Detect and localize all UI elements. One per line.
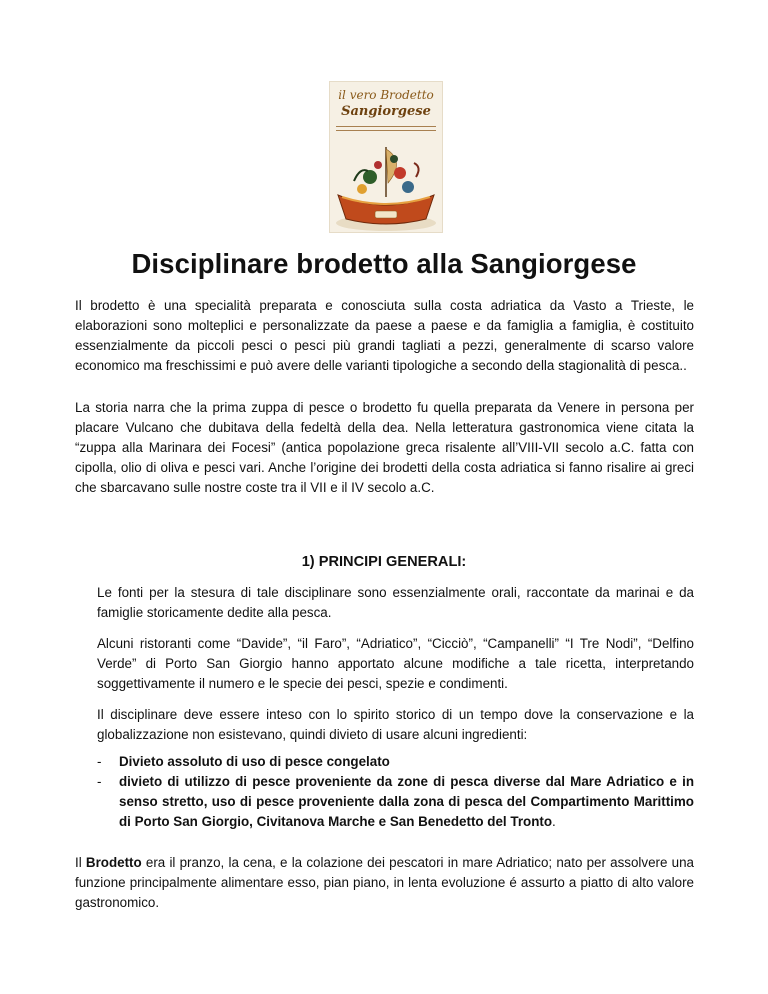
list-item xyxy=(97,772,694,832)
closing-paragraph xyxy=(75,853,694,913)
closing-rest: era il pranzo, la cena, e la colazione dei pescatori in mare Adriatico; nato per assolvere una funzione principalmente alimentare esso, pian piano, in lenta evoluzione é assurto a piatto di alto valore gastronomico. xyxy=(75,855,694,910)
closing-bold: Brodetto xyxy=(85,855,142,870)
boat-illustration-icon xyxy=(330,137,442,232)
prohibitions-list xyxy=(97,752,694,832)
logo-rule xyxy=(336,126,436,131)
bullet-dash: - xyxy=(97,754,102,769)
spirit-paragraph: Il disciplinare deve essere inteso con lo spirito storico di un tempo dove la conservazione e la globalizzazione non esistevano, quindi divieto di usare alcuni ingredienti: xyxy=(97,707,694,742)
section-heading: 1) PRINCIPI GENERALI: xyxy=(301,554,467,570)
list-item-text: Divieto assoluto di uso di pesce congelato xyxy=(119,754,390,769)
list-item-tail: . xyxy=(552,814,556,829)
list-item-text: divieto di utilizzo di pesce proveniente da zone di pesca diverse dal Mare Adriatico e in senso stretto, uso di pesce proveniente dalla zona di pesca del Compartimento Marittimo di Porto San Giorgio, Civitanova Marche e San Benedetto del Tronto xyxy=(119,774,694,829)
intro-paragraph: Il brodetto è una specialità preparata e conosciuta sulla costa adriatica da Vasto a Trieste, le elaborazioni sono molteplici e personalizzate da paese a paese e da famiglia a famiglia, è costituito essenzialmente da piccoli pesci o pesci più grandi tagliati a pezzi, generalmente di scarso valore economico ma freschissimi e può avere delle varianti tipologiche a secondo della stagionalità di pesca.. xyxy=(75,298,694,373)
logo-line1: il vero Brodetto xyxy=(338,88,434,102)
list-item xyxy=(97,752,694,772)
page-title: Disciplinare brodetto alla Sangiorgese xyxy=(131,248,637,279)
closing-lead: Il xyxy=(75,855,86,870)
brodetto-logo xyxy=(329,81,443,233)
sources-paragraph: Le fonti per la stesura di tale disciplinare sono essenzialmente orali, raccontate da marinai e da famiglie storicamente dedite alla pesca. xyxy=(97,585,694,620)
restaurants-paragraph: Alcuni ristoranti come “Davide”, “il Faro”, “Adriatico”, “Cicciò”, “Campanelli” “I Tre Nodi”, “Delfino Verde” di Porto San Giorgio hanno apportato alcune modifiche a tale ricetta, interpretando soggettivamente il numero e le specie dei pesci, spezie e condimenti. xyxy=(97,636,694,691)
history-paragraph: La storia narra che la prima zuppa di pesce o brodetto fu quella preparata da Venere in persona per placare Vulcano che dubitava della fedeltà della dea. Nella letteratura gastronomica viene citata la “zuppa alla Marinara dei Focesi” (antica popolazione greca risalente all’VIII-VII secolo a.C. fatta con cipolla, olio di oliva e pesci vari. Anche l’origine dei brodetti della costa adriatica si fanno risalire ai greci che sbarcavano sulle nostre coste tra il VII e il IV secolo a.C. xyxy=(75,400,694,495)
logo-line2: Sangiorgese xyxy=(341,104,431,119)
bullet-dash: - xyxy=(97,774,102,789)
